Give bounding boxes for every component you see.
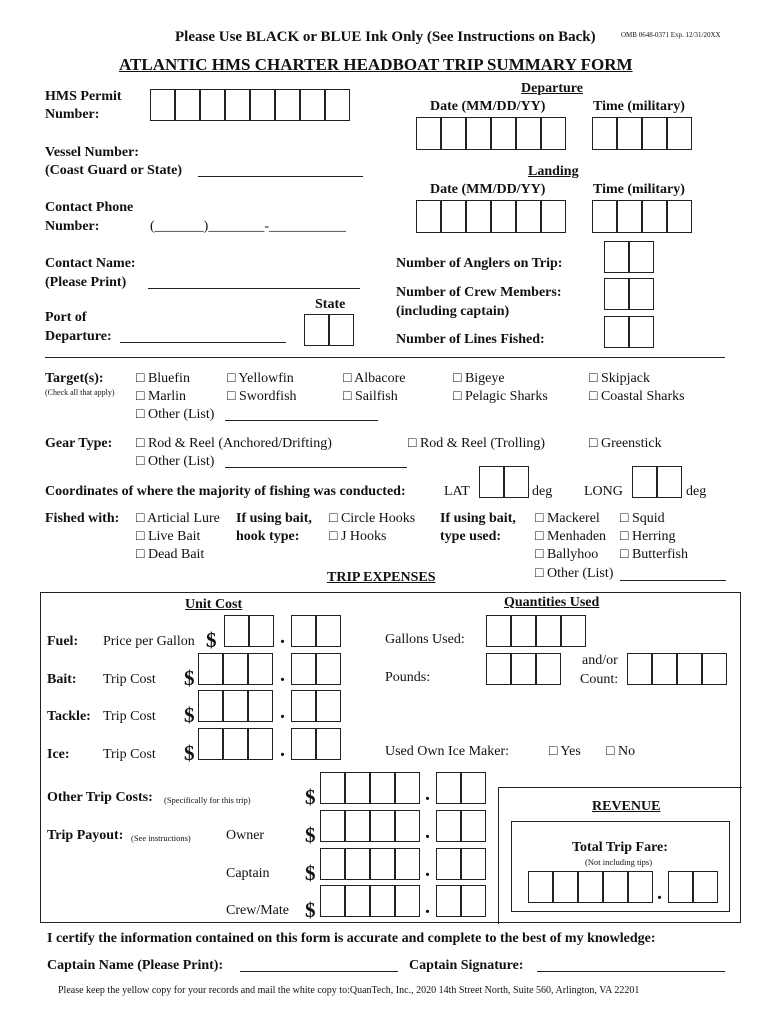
fuel-price-label: Price per Gallon	[103, 634, 195, 649]
crew-decimal: .	[425, 896, 430, 918]
target-other-line[interactable]	[225, 420, 378, 421]
trip-payout-label: Trip Payout:	[47, 828, 124, 843]
fuel-decimal: .	[280, 626, 285, 648]
owner-payout-dollar-boxes[interactable]	[320, 810, 420, 842]
phone-label: Contact Phone	[45, 200, 134, 215]
fuel-label: Fuel:	[47, 634, 79, 649]
owner-decimal: .	[425, 821, 430, 843]
total-fare-dollar-boxes[interactable]	[528, 871, 653, 903]
long-deg-label: deg	[686, 484, 707, 499]
targets-note: (Check all that apply)	[45, 388, 115, 397]
tackle-dollar-sign: $	[184, 703, 195, 727]
vessel-label-2: (Coast Guard or State)	[45, 163, 183, 178]
target-other[interactable]: □ Other (List)	[136, 407, 215, 422]
owner-payout-cents-boxes[interactable]	[436, 810, 486, 842]
gear-greenstick[interactable]: □ Greenstick	[589, 436, 662, 451]
fished-dead-bait[interactable]: □ Dead Bait	[136, 547, 205, 562]
captain-signature-label: Captain Signature:	[409, 958, 524, 973]
landing-date-label: Date (MM/DD/YY)	[430, 182, 546, 197]
phone-field[interactable]: (_______)________-___________	[150, 219, 346, 234]
departure-date-label: Date (MM/DD/YY)	[430, 99, 546, 114]
state-boxes[interactable]	[304, 314, 354, 346]
other-trip-costs-note: (Specifically for this trip)	[164, 795, 251, 805]
target-albacore[interactable]: □ Albacore	[343, 371, 406, 386]
captain-label: Captain	[226, 866, 270, 881]
ice-decimal: .	[280, 739, 285, 761]
ink-instruction: Please Use BLACK or BLUE Ink Only (See Instructions on Back)	[175, 29, 596, 45]
bait-herring[interactable]: □ Herring	[620, 529, 676, 544]
bait-dollar-sign: $	[184, 666, 195, 690]
long-label: LONG	[584, 484, 623, 499]
departure-date-boxes[interactable]	[416, 117, 566, 150]
certification-statement: I certify the information contained on this form is accurate and complete to the best of my knowledge:	[47, 931, 656, 946]
ice-label: Ice:	[47, 747, 70, 762]
owner-label: Owner	[226, 828, 265, 843]
fuel-dollar-sign: $	[206, 628, 217, 652]
target-coastal-sharks[interactable]: □ Coastal Sharks	[589, 389, 685, 404]
target-sailfish[interactable]: □ Sailfish	[343, 389, 398, 404]
crew-dollar-sign: $	[305, 898, 316, 922]
vessel-label: Vessel Number:	[45, 145, 139, 160]
crew-label-2: (including captain)	[396, 304, 510, 319]
fuel-price-dollar-boxes[interactable]	[224, 615, 274, 647]
crew-label: Number of Crew Members:	[396, 285, 562, 300]
unit-cost-heading: Unit Cost	[185, 597, 243, 612]
landing-time-boxes[interactable]	[592, 200, 692, 233]
target-bluefin[interactable]: □ Bluefin	[136, 371, 190, 386]
bait-cost-cents-boxes[interactable]	[291, 653, 341, 685]
state-label: State	[315, 297, 346, 312]
ice-maker-no[interactable]: □ No	[606, 744, 636, 759]
lat-label: LAT	[444, 484, 470, 499]
permit-number-boxes[interactable]	[150, 89, 350, 121]
crew-payout-cents-boxes[interactable]	[436, 885, 486, 917]
coordinates-label: Coordinates of where the majority of fishing was conducted:	[45, 484, 406, 499]
bait-trip-cost-label: Trip Cost	[103, 672, 156, 687]
captain-signature-line[interactable]	[537, 971, 725, 972]
departure-heading: Departure	[521, 81, 583, 96]
bait-butterfish[interactable]: □ Butterfish	[620, 547, 688, 562]
ice-cost-dollar-boxes[interactable]	[198, 728, 273, 760]
bait-cost-dollar-boxes[interactable]	[198, 653, 273, 685]
port-label: Port of	[45, 310, 87, 325]
gallons-used-boxes[interactable]	[486, 615, 586, 647]
landing-time-label: Time (military)	[593, 182, 685, 197]
ice-trip-cost-label: Trip Cost	[103, 747, 156, 762]
departure-time-label: Time (military)	[593, 99, 685, 114]
captain-dollar-sign: $	[305, 861, 316, 885]
bait-type-question-2: type used:	[440, 529, 502, 544]
ice-dollar-sign: $	[184, 741, 195, 765]
and-or-label: and/or	[582, 653, 618, 668]
fished-artificial-lure[interactable]: □ Articial Lure	[136, 511, 220, 526]
permit-label-2: Number:	[45, 107, 100, 122]
gear-label: Gear Type:	[45, 436, 113, 451]
port-label-2: Departure:	[45, 329, 112, 344]
other-dollar-sign: $	[305, 785, 316, 809]
fuel-price-cents-boxes[interactable]	[291, 615, 341, 647]
bait-menhaden[interactable]: □ Menhaden	[535, 529, 607, 544]
bait-type-question: If using bait,	[440, 511, 516, 526]
pounds-boxes[interactable]	[486, 653, 561, 685]
captain-decimal: .	[425, 859, 430, 881]
vessel-number-line[interactable]	[198, 176, 363, 177]
target-pelagic-sharks[interactable]: □ Pelagic Sharks	[453, 389, 548, 404]
other-trip-costs-label: Other Trip Costs:	[47, 790, 153, 805]
fished-live-bait[interactable]: □ Live Bait	[136, 529, 201, 544]
lines-boxes[interactable]	[604, 316, 654, 348]
bait-other-line[interactable]	[620, 580, 726, 581]
target-yellowfin[interactable]: □ Yellowfin	[227, 371, 294, 386]
total-trip-fare-label: Total Trip Fare:	[572, 840, 668, 855]
bait-decimal: .	[280, 664, 285, 686]
targets-label: Target(s):	[45, 371, 104, 386]
bait-mackerel[interactable]: □ Mackerel	[535, 511, 600, 526]
contact-name-label: Contact Name:	[45, 256, 136, 271]
tackle-cost-dollar-boxes[interactable]	[198, 690, 273, 722]
port-line[interactable]	[120, 342, 286, 343]
other-cost-cents-boxes[interactable]	[436, 772, 486, 804]
contact-name-label-2: (Please Print)	[45, 275, 127, 290]
count-boxes[interactable]	[627, 653, 727, 685]
permit-label: HMS Permit	[45, 89, 122, 104]
tackle-trip-cost-label: Trip Cost	[103, 709, 156, 724]
quantities-heading: Quantities Used	[504, 595, 600, 610]
target-skipjack[interactable]: □ Skipjack	[589, 371, 650, 386]
landing-date-boxes[interactable]	[416, 200, 566, 233]
gear-rod-trolling[interactable]: □ Rod & Reel (Trolling)	[408, 436, 546, 451]
owner-dollar-sign: $	[305, 823, 316, 847]
departure-time-boxes[interactable]	[592, 117, 692, 150]
total-fare-decimal: .	[657, 882, 662, 904]
tackle-cost-cents-boxes[interactable]	[291, 690, 341, 722]
gallons-used-label: Gallons Used:	[385, 632, 465, 647]
anglers-boxes[interactable]	[604, 241, 654, 273]
bait-other[interactable]: □ Other (List)	[535, 566, 614, 581]
form-title: ATLANTIC HMS CHARTER HEADBOAT TRIP SUMMARY FORM	[119, 55, 633, 74]
bait-cost-label: Bait:	[47, 672, 77, 687]
lat-deg-label: deg	[532, 484, 553, 499]
gear-other[interactable]: □ Other (List)	[136, 454, 215, 469]
section-divider	[45, 357, 725, 358]
hook-circle[interactable]: □ Circle Hooks	[329, 511, 416, 526]
ice-maker-label: Used Own Ice Maker:	[385, 744, 510, 759]
crew-mate-label: Crew/Mate	[226, 903, 289, 918]
captain-name-label: Captain Name (Please Print):	[47, 958, 224, 973]
footer-mailing-note: Please keep the yellow copy for your records and mail the white copy to:QuanTech, Inc., 2020 14th Street North, Suite 560, Arlington, VA 22201	[58, 985, 640, 996]
long-boxes[interactable]	[632, 466, 682, 498]
captain-payout-dollar-boxes[interactable]	[320, 848, 420, 880]
bait-ballyhoo[interactable]: □ Ballyhoo	[535, 547, 599, 562]
count-label: Count:	[580, 672, 619, 687]
ice-cost-cents-boxes[interactable]	[291, 728, 341, 760]
other-decimal: .	[425, 783, 430, 805]
ice-maker-yes[interactable]: □ Yes	[549, 744, 581, 759]
landing-heading: Landing	[528, 164, 579, 179]
anglers-label: Number of Anglers on Trip:	[396, 256, 563, 271]
captain-payout-cents-boxes[interactable]	[436, 848, 486, 880]
pounds-label: Pounds:	[385, 670, 431, 685]
gear-rod-anchored[interactable]: □ Rod & Reel (Anchored/Drifting)	[136, 436, 332, 451]
target-marlin[interactable]: □ Marlin	[136, 389, 187, 404]
captain-name-line[interactable]	[240, 971, 398, 972]
phone-label-2: Number:	[45, 219, 100, 234]
trip-expenses-heading: TRIP EXPENSES	[327, 570, 436, 585]
omb-number: OMB 0648-0371 Exp. 12/31/20XX	[621, 31, 721, 39]
target-bigeye[interactable]: □ Bigeye	[453, 371, 505, 386]
other-cost-dollar-boxes[interactable]	[320, 772, 420, 804]
revenue-heading: REVENUE	[592, 799, 661, 814]
hook-question: If using bait,	[236, 511, 312, 526]
contact-name-line[interactable]	[148, 288, 360, 289]
tackle-label: Tackle:	[47, 709, 91, 724]
fished-with-label: Fished with:	[45, 511, 120, 526]
crew-boxes[interactable]	[604, 278, 654, 310]
crew-payout-dollar-boxes[interactable]	[320, 885, 420, 917]
tackle-decimal: .	[280, 701, 285, 723]
lines-label: Number of Lines Fished:	[396, 332, 545, 347]
gear-other-line[interactable]	[225, 467, 407, 468]
lat-boxes[interactable]	[479, 466, 529, 498]
bait-squid[interactable]: □ Squid	[620, 511, 665, 526]
trip-payout-note: (See instructions)	[131, 833, 191, 843]
hook-j[interactable]: □ J Hooks	[329, 529, 387, 544]
hook-question-2: hook type:	[236, 529, 300, 544]
total-trip-fare-note: (Not including tips)	[585, 857, 653, 867]
target-swordfish[interactable]: □ Swordfish	[227, 389, 297, 404]
total-fare-cents-boxes[interactable]	[668, 871, 718, 903]
